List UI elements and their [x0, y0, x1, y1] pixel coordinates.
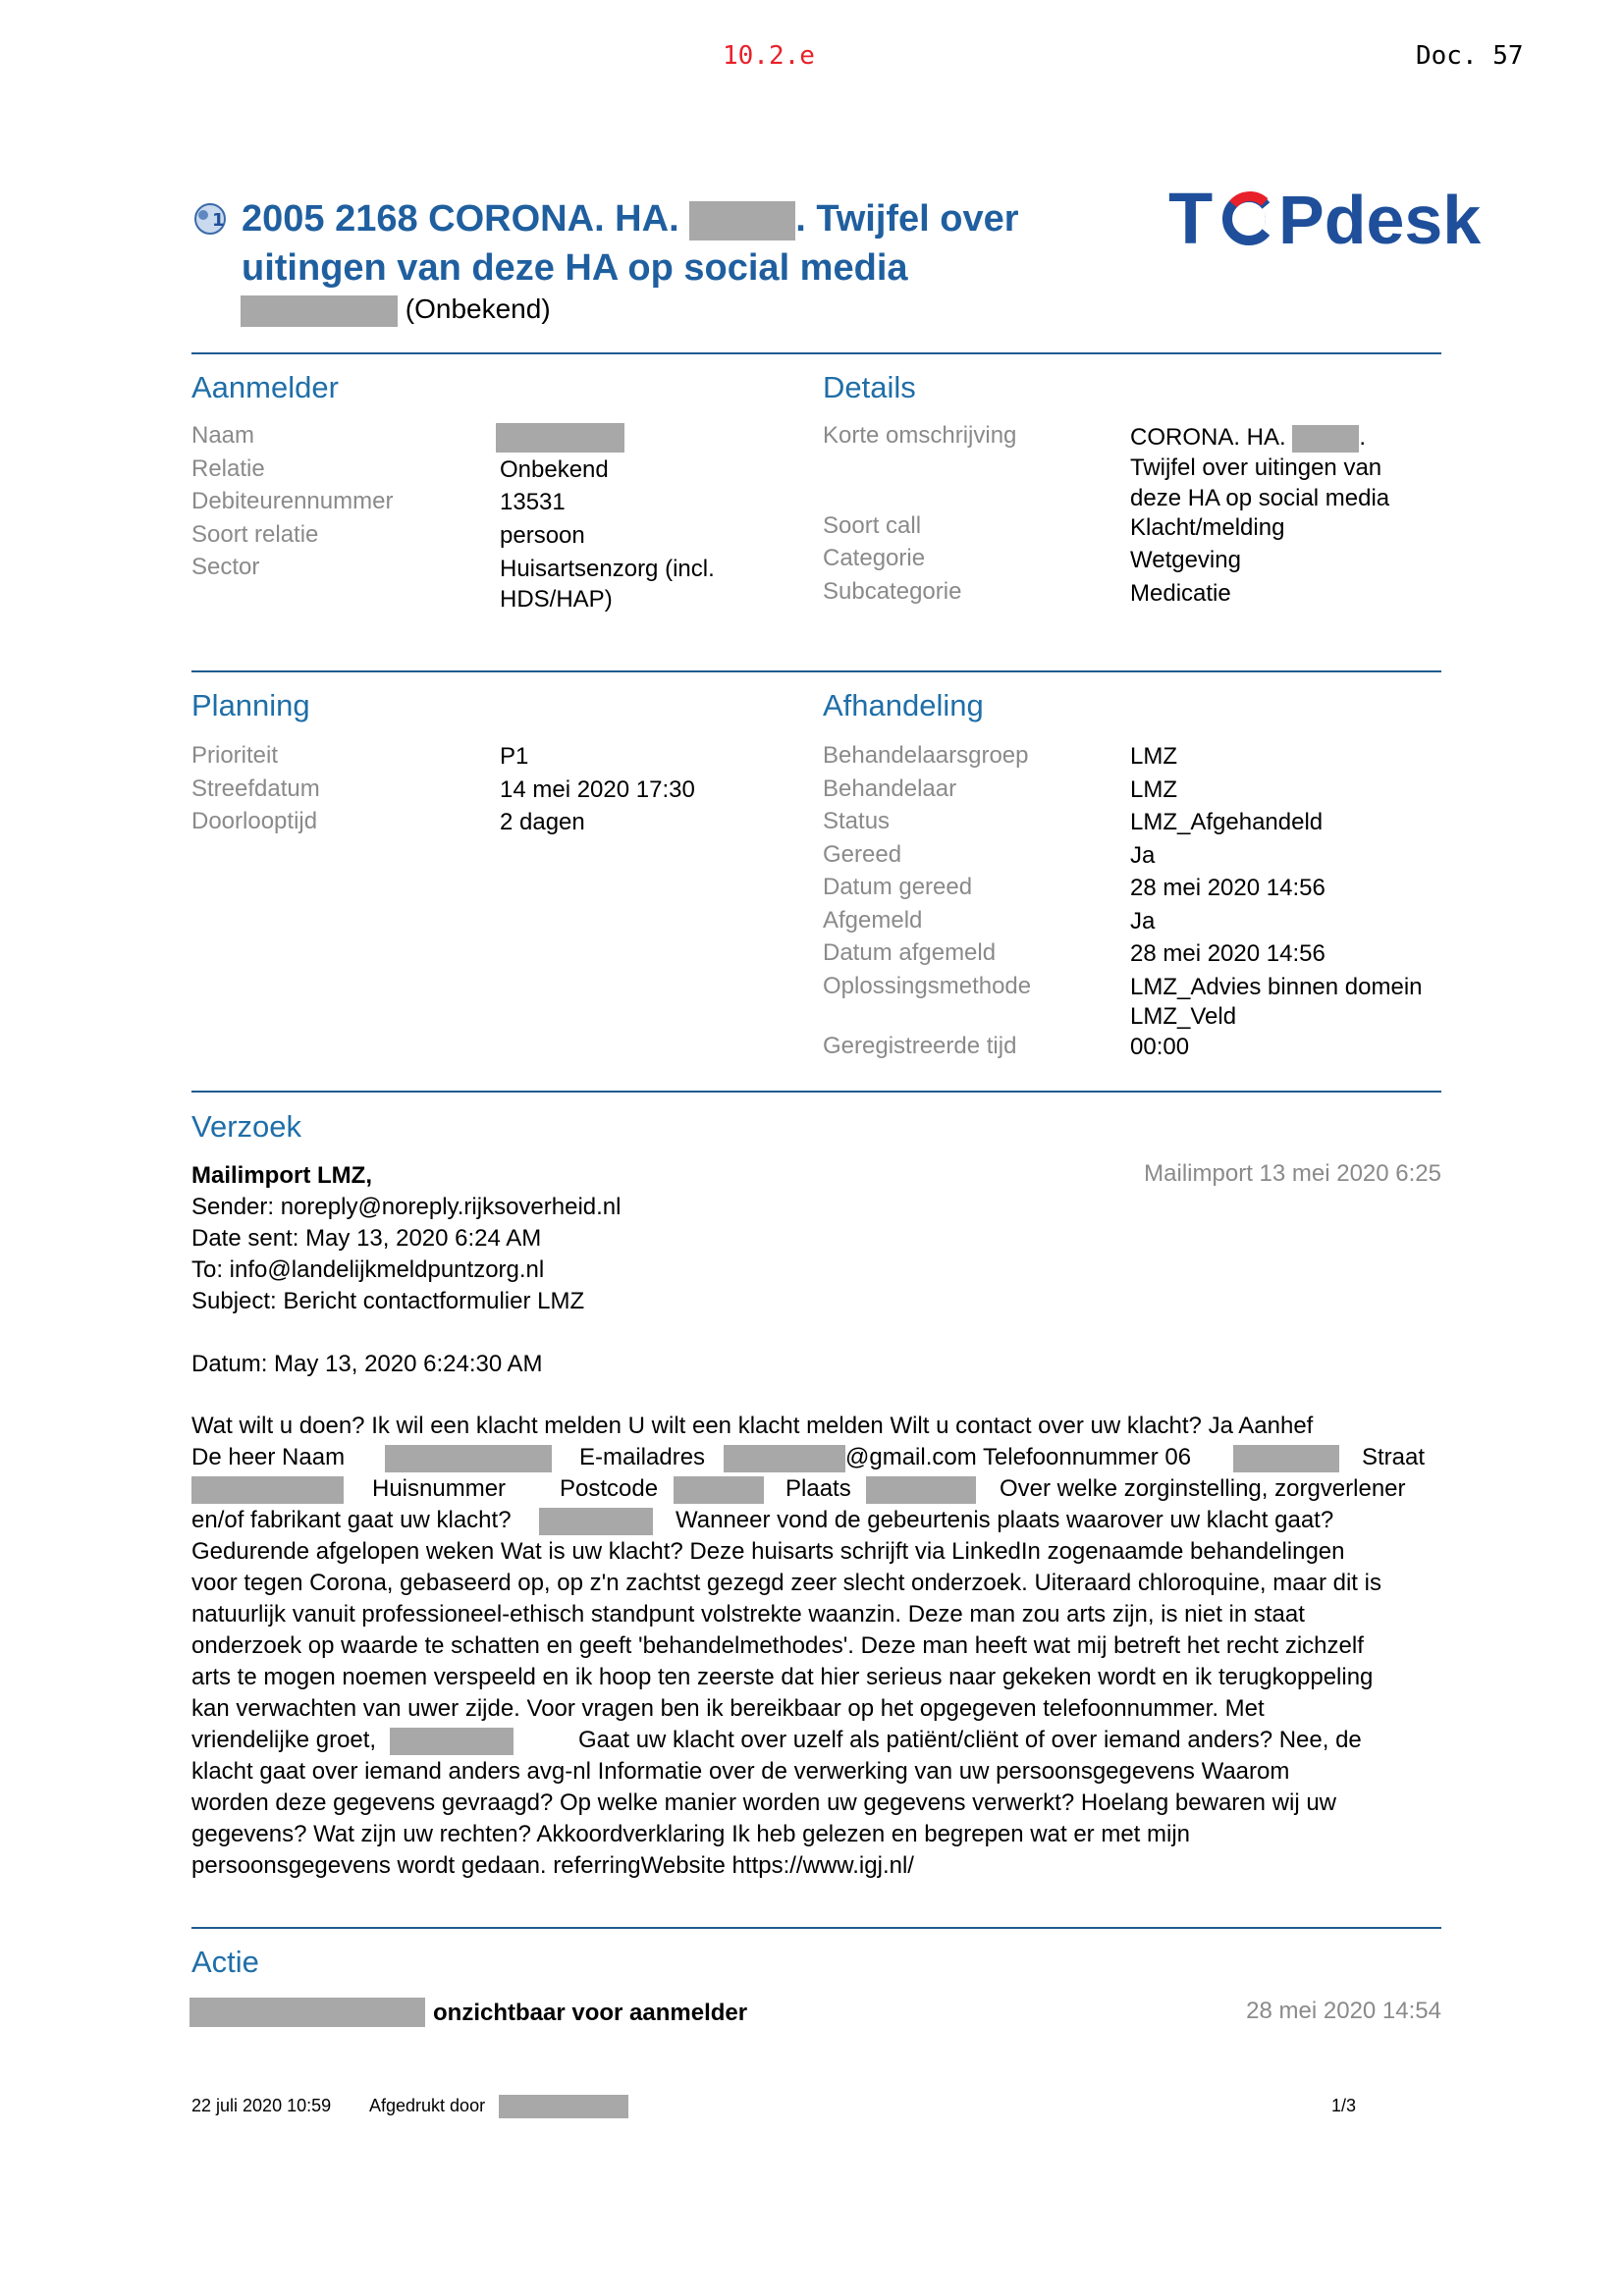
message-line: klacht gaat over iemand anders avg-nl Informatie over de verwerking van uw persoonsgegevens Waarom	[191, 1758, 1290, 1785]
label-oplossingsmethode: Oplossingsmethode	[823, 973, 1032, 999]
label-behandelaar: Behandelaar	[823, 775, 957, 802]
footer-printed-date: 22 juli 2020 10:59	[191, 2096, 332, 2115]
mail-date-sent: Date sent: May 13, 2020 6:24 AM	[191, 1225, 542, 1252]
value-omschrijving-line1	[1130, 422, 1366, 453]
message-fragment: De heer Naam	[191, 1444, 346, 1470]
redaction-block	[189, 1998, 425, 2027]
redaction-block	[539, 1508, 653, 1535]
mail-subject: Subject: Bericht contactformulier LMZ	[191, 1288, 585, 1314]
divider	[191, 670, 1441, 672]
svg-text:T: T	[1168, 178, 1214, 259]
value-sector-line1: Huisartsenzorg (incl.	[500, 556, 715, 582]
value-debiteurennummer: 13531	[500, 489, 566, 515]
section-title-verzoek: Verzoek	[191, 1109, 302, 1144]
mail-sender: Sender: noreply@noreply.rijksoverheid.nl	[191, 1194, 622, 1220]
topdesk-logo	[1168, 178, 1482, 259]
message-line: gegevens? Wat zijn uw rechten? Akkoordverklaring Ik heb gelezen en begrepen wat er met mijn	[191, 1821, 1191, 1847]
redaction-block	[390, 1728, 514, 1755]
value-relatie: Onbekend	[500, 456, 609, 483]
value-afgemeld: Ja	[1130, 908, 1156, 934]
label-geregistreerde-tijd: Geregistreerde tijd	[823, 1033, 1017, 1059]
redaction-block	[191, 1476, 344, 1504]
mail-timestamp: Mailimport 13 mei 2020 6:25	[1144, 1160, 1441, 1187]
omschrijving-suffix: .	[1359, 424, 1367, 451]
value-streefdatum: 14 mei 2020 17:30	[500, 776, 695, 803]
label-streefdatum: Streefdatum	[191, 775, 320, 802]
value-omschrijving-line2: Twijfel over uitingen van	[1130, 454, 1382, 481]
label-afgemeld: Afgemeld	[823, 907, 923, 934]
doc-number: Doc. 57	[1416, 41, 1524, 71]
value-sector-line2: HDS/HAP)	[500, 586, 613, 613]
message-fragment: Plaats	[785, 1475, 851, 1502]
label-categorie: Categorie	[823, 545, 926, 571]
redaction-code: 10.2.e	[723, 41, 815, 71]
caller-line	[241, 294, 551, 327]
svg-text:Pdesk: Pdesk	[1278, 182, 1482, 258]
section-title-afhandeling: Afhandeling	[823, 688, 984, 722]
value-datum-afgemeld: 28 mei 2020 14:56	[1130, 940, 1325, 967]
value-oplossing-line2: LMZ_Veld	[1130, 1003, 1237, 1030]
value-behandelaar: LMZ	[1130, 776, 1177, 803]
value-soort-call: Klacht/melding	[1130, 514, 1285, 541]
redaction-block	[724, 1445, 845, 1472]
label-soort-relatie: Soort relatie	[191, 521, 319, 548]
omschrijving-prefix: CORONA. HA.	[1130, 424, 1286, 451]
actie-note: onzichtbaar voor aanmelder	[433, 2000, 748, 2026]
label-datum-gereed: Datum gereed	[823, 874, 973, 900]
value-gereed: Ja	[1130, 842, 1156, 869]
label-debiteurennummer: Debiteurennummer	[191, 488, 394, 514]
label-prioriteit: Prioriteit	[191, 742, 279, 769]
value-oplossing-line1: LMZ_Advies binnen domein	[1130, 974, 1423, 1000]
label-sector: Sector	[191, 554, 260, 580]
mail-to: To: info@landelijkmeldpuntzorg.nl	[191, 1256, 545, 1283]
redaction-block	[674, 1476, 764, 1504]
footer-printed-by: Afgedrukt door	[369, 2096, 486, 2115]
call-icon	[192, 201, 228, 237]
message-fragment: Straat	[1362, 1444, 1426, 1470]
value-behandelaarsgroep: LMZ	[1130, 743, 1177, 770]
message-line: worden deze gegevens gevraagd? Op welke manier worden uw gegevens verwerkt? Hoelang bewaren wij uw	[191, 1789, 1337, 1816]
message-line: Gedurende afgelopen weken Wat is uw klacht? Deze huisarts schrijft via LinkedIn zogenaamde behandelingen	[191, 1538, 1345, 1565]
label-soort-call: Soort call	[823, 512, 922, 539]
mail-from: Mailimport LMZ,	[191, 1162, 372, 1189]
title-prefix: 2005 2168 CORONA. HA.	[242, 198, 679, 240]
svg-text:1: 1	[212, 210, 225, 231]
value-geregistreerde-tijd: 00:00	[1130, 1034, 1190, 1060]
value-subcategorie: Medicatie	[1130, 580, 1231, 607]
call-title-line2: uitingen van deze HA op social media	[242, 247, 908, 289]
message-fragment: Wanneer vond de gebeurtenis plaats waarover uw klacht gaat?	[676, 1507, 1334, 1533]
message-line: onderzoek op waarde te schatten en geeft 'behandelmethodes'. Deze man heeft wat mij betreft het recht zichzelf	[191, 1632, 1364, 1659]
redaction-block	[496, 423, 624, 453]
message-fragment: Over welke zorginstelling, zorgverlener	[1000, 1475, 1406, 1502]
section-title-aanmelder: Aanmelder	[191, 370, 339, 404]
message-fragment: Gaat uw klacht over uzelf als patiënt/cliënt of over iemand anders? Nee, de	[578, 1727, 1362, 1753]
actie-timestamp: 28 mei 2020 14:54	[1246, 1998, 1441, 2024]
message-fragment: Huisnummer	[372, 1475, 507, 1502]
label-naam: Naam	[191, 422, 255, 449]
label-gereed: Gereed	[823, 841, 902, 868]
value-omschrijving-line3: deze HA op social media	[1130, 485, 1390, 511]
message-line: kan verwachten van uwer zijde. Voor vragen ben ik bereikbaar op het opgegeven telefoonnummer. Met	[191, 1695, 1265, 1722]
value-status: LMZ_Afgehandeld	[1130, 809, 1324, 835]
value-soort-relatie: persoon	[500, 522, 585, 549]
redaction-block	[499, 2095, 628, 2118]
section-title-planning: Planning	[191, 688, 310, 722]
message-fragment: E-mailadres	[579, 1444, 706, 1470]
section-title-details: Details	[823, 370, 916, 404]
message-fragment: Postcode	[560, 1475, 659, 1502]
message-line: natuurlijk vanuit professioneel-ethisch standpunt volstrekte waanzin. Deze man zou arts zijn, is niet in staat	[191, 1601, 1305, 1628]
message-line: Wat wilt u doen? Ik wil een klacht melden U wilt een klacht melden Wilt u contact over uw klacht? Ja Aanhef	[191, 1413, 1314, 1439]
caller-status: (Onbekend)	[405, 294, 551, 324]
label-relatie: Relatie	[191, 455, 265, 482]
message-fragment: en/of fabrikant gaat uw klacht?	[191, 1507, 512, 1533]
message-fragment: vriendelijke groet,	[191, 1727, 377, 1753]
mail-datum: Datum: May 13, 2020 6:24:30 AM	[191, 1351, 543, 1377]
divider	[191, 352, 1441, 354]
message-line: voor tegen Corona, gebaseerd op, op z'n zachtst gezegd zeer slecht onderzoek. Uiteraard chloroquine, maar dit is	[191, 1570, 1381, 1596]
redaction-block	[689, 201, 795, 240]
message-line: persoonsgegevens wordt gedaan. referringWebsite https://www.igj.nl/	[191, 1852, 914, 1879]
label-subcategorie: Subcategorie	[823, 578, 962, 605]
value-datum-gereed: 28 mei 2020 14:56	[1130, 875, 1325, 901]
label-datum-afgemeld: Datum afgemeld	[823, 939, 997, 966]
message-fragment: @gmail.com Telefoonnummer 06	[845, 1444, 1192, 1470]
redaction-block	[866, 1476, 976, 1504]
redaction-block	[1292, 425, 1359, 453]
section-title-actie: Actie	[191, 1945, 259, 1979]
label-behandelaarsgroep: Behandelaarsgroep	[823, 742, 1029, 769]
value-categorie: Wetgeving	[1130, 547, 1241, 573]
value-doorlooptijd: 2 dagen	[500, 809, 585, 835]
redaction-block	[385, 1445, 552, 1472]
divider	[191, 1927, 1441, 1929]
divider	[191, 1091, 1441, 1093]
label-korte-omschrijving: Korte omschrijving	[823, 422, 1017, 449]
call-title-line1	[242, 194, 1019, 243]
title-suffix: . Twijfel over	[795, 198, 1019, 240]
footer-page-number: 1/3	[1331, 2096, 1357, 2115]
message-line: arts te mogen noemen verspeeld en ik hoop ten zeerste dat hier serieus naar gekeken wordt en ik terugkoppeling	[191, 1664, 1374, 1690]
redaction-block	[1233, 1445, 1339, 1472]
value-prioriteit: P1	[500, 743, 529, 770]
label-doorlooptijd: Doorlooptijd	[191, 808, 318, 834]
redaction-block	[241, 295, 398, 327]
message-line	[191, 1442, 345, 1473]
label-status: Status	[823, 808, 891, 834]
